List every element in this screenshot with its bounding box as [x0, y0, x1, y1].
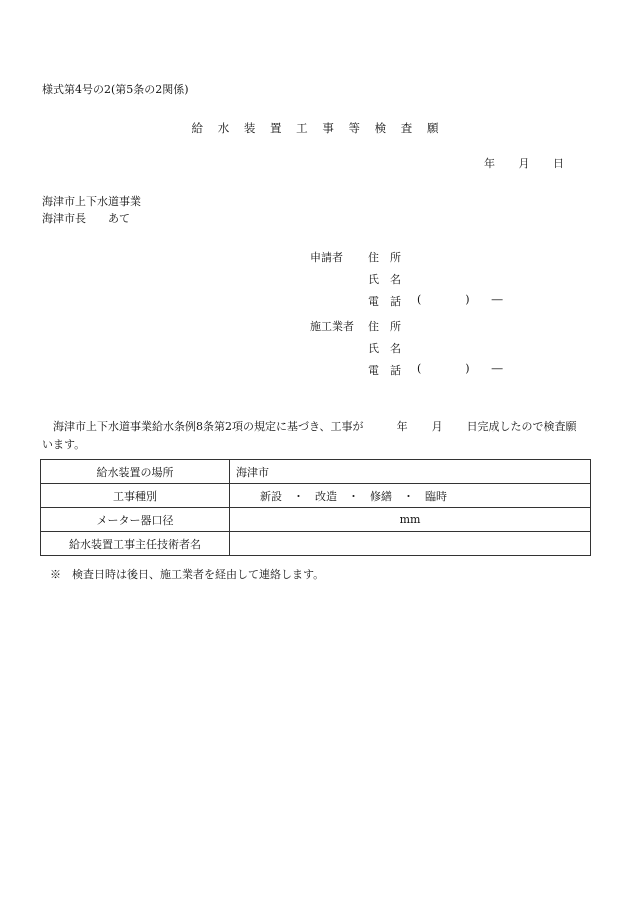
meter-size-label: メーター器口径: [41, 508, 230, 532]
work-type-value: 新設 ・ 改造 ・ 修繕 ・ 臨時: [230, 484, 591, 508]
addressee-suffix: あて: [108, 212, 130, 225]
title-char: 装: [243, 121, 256, 135]
location-label: 給水装置の場所: [41, 460, 230, 484]
title-char: 水: [217, 121, 230, 135]
paren-close: ): [465, 362, 470, 375]
title-char: 置: [270, 121, 282, 135]
date-month: 月: [518, 157, 530, 170]
addressee-org: 海津市上下水道事業: [42, 195, 141, 208]
applicant-name-label: 氏 名: [368, 273, 401, 286]
date-day: 日: [553, 157, 564, 170]
title-char: 検: [374, 121, 387, 135]
body-text: [42, 418, 582, 454]
paren-open: (: [417, 293, 422, 306]
applicant-phone-field: [417, 293, 503, 306]
date-year: 年: [484, 157, 495, 170]
title-char: 査: [400, 121, 413, 135]
title-char: 願: [426, 121, 439, 135]
table-row: [41, 460, 591, 484]
table-row: [41, 532, 591, 556]
body-part1: 海津市上下水道事業給水条例8条第2項の規定に基づき、工事が: [53, 420, 364, 433]
chief-engineer-label: 給水装置工事主任技術者名: [41, 532, 230, 556]
meter-size-value: mm: [230, 508, 591, 532]
contractor-label: 施工業者: [310, 320, 354, 333]
paren-open: (: [417, 362, 422, 375]
chief-engineer-value: [230, 532, 591, 556]
dash: ―: [491, 293, 503, 306]
table-row: [41, 508, 591, 532]
form-code: 様式第4号の2(第5条の2関係): [42, 83, 189, 96]
applicant-address-label: 住 所: [368, 251, 401, 264]
applicant-phone-label: 電 話: [368, 295, 401, 308]
title-char: 工: [296, 121, 308, 135]
note: ※ 検査日時は後日、施工業者を経由して連絡します。: [50, 568, 325, 581]
title-char: 事: [322, 121, 334, 135]
paren-close: ): [465, 293, 470, 306]
title-char: 給: [191, 121, 204, 135]
applicant-label: 申請者: [310, 251, 343, 264]
body-year: 年: [396, 420, 408, 433]
contractor-phone-label: 電 話: [368, 364, 401, 377]
table-row: [41, 484, 591, 508]
body-month: 月: [431, 420, 443, 433]
contractor-phone-field: [417, 362, 503, 375]
info-table: [40, 459, 591, 556]
addressee-title: 海津市長: [42, 212, 86, 225]
dash: ―: [491, 362, 503, 375]
title-char: 等: [348, 121, 360, 135]
contractor-address-label: 住 所: [368, 320, 401, 333]
location-value: 海津市: [230, 460, 591, 484]
contractor-name-label: 氏 名: [368, 342, 401, 355]
work-type-label: 工事種別: [41, 484, 230, 508]
body-part2: 日完成したので検査願います。: [42, 420, 577, 451]
